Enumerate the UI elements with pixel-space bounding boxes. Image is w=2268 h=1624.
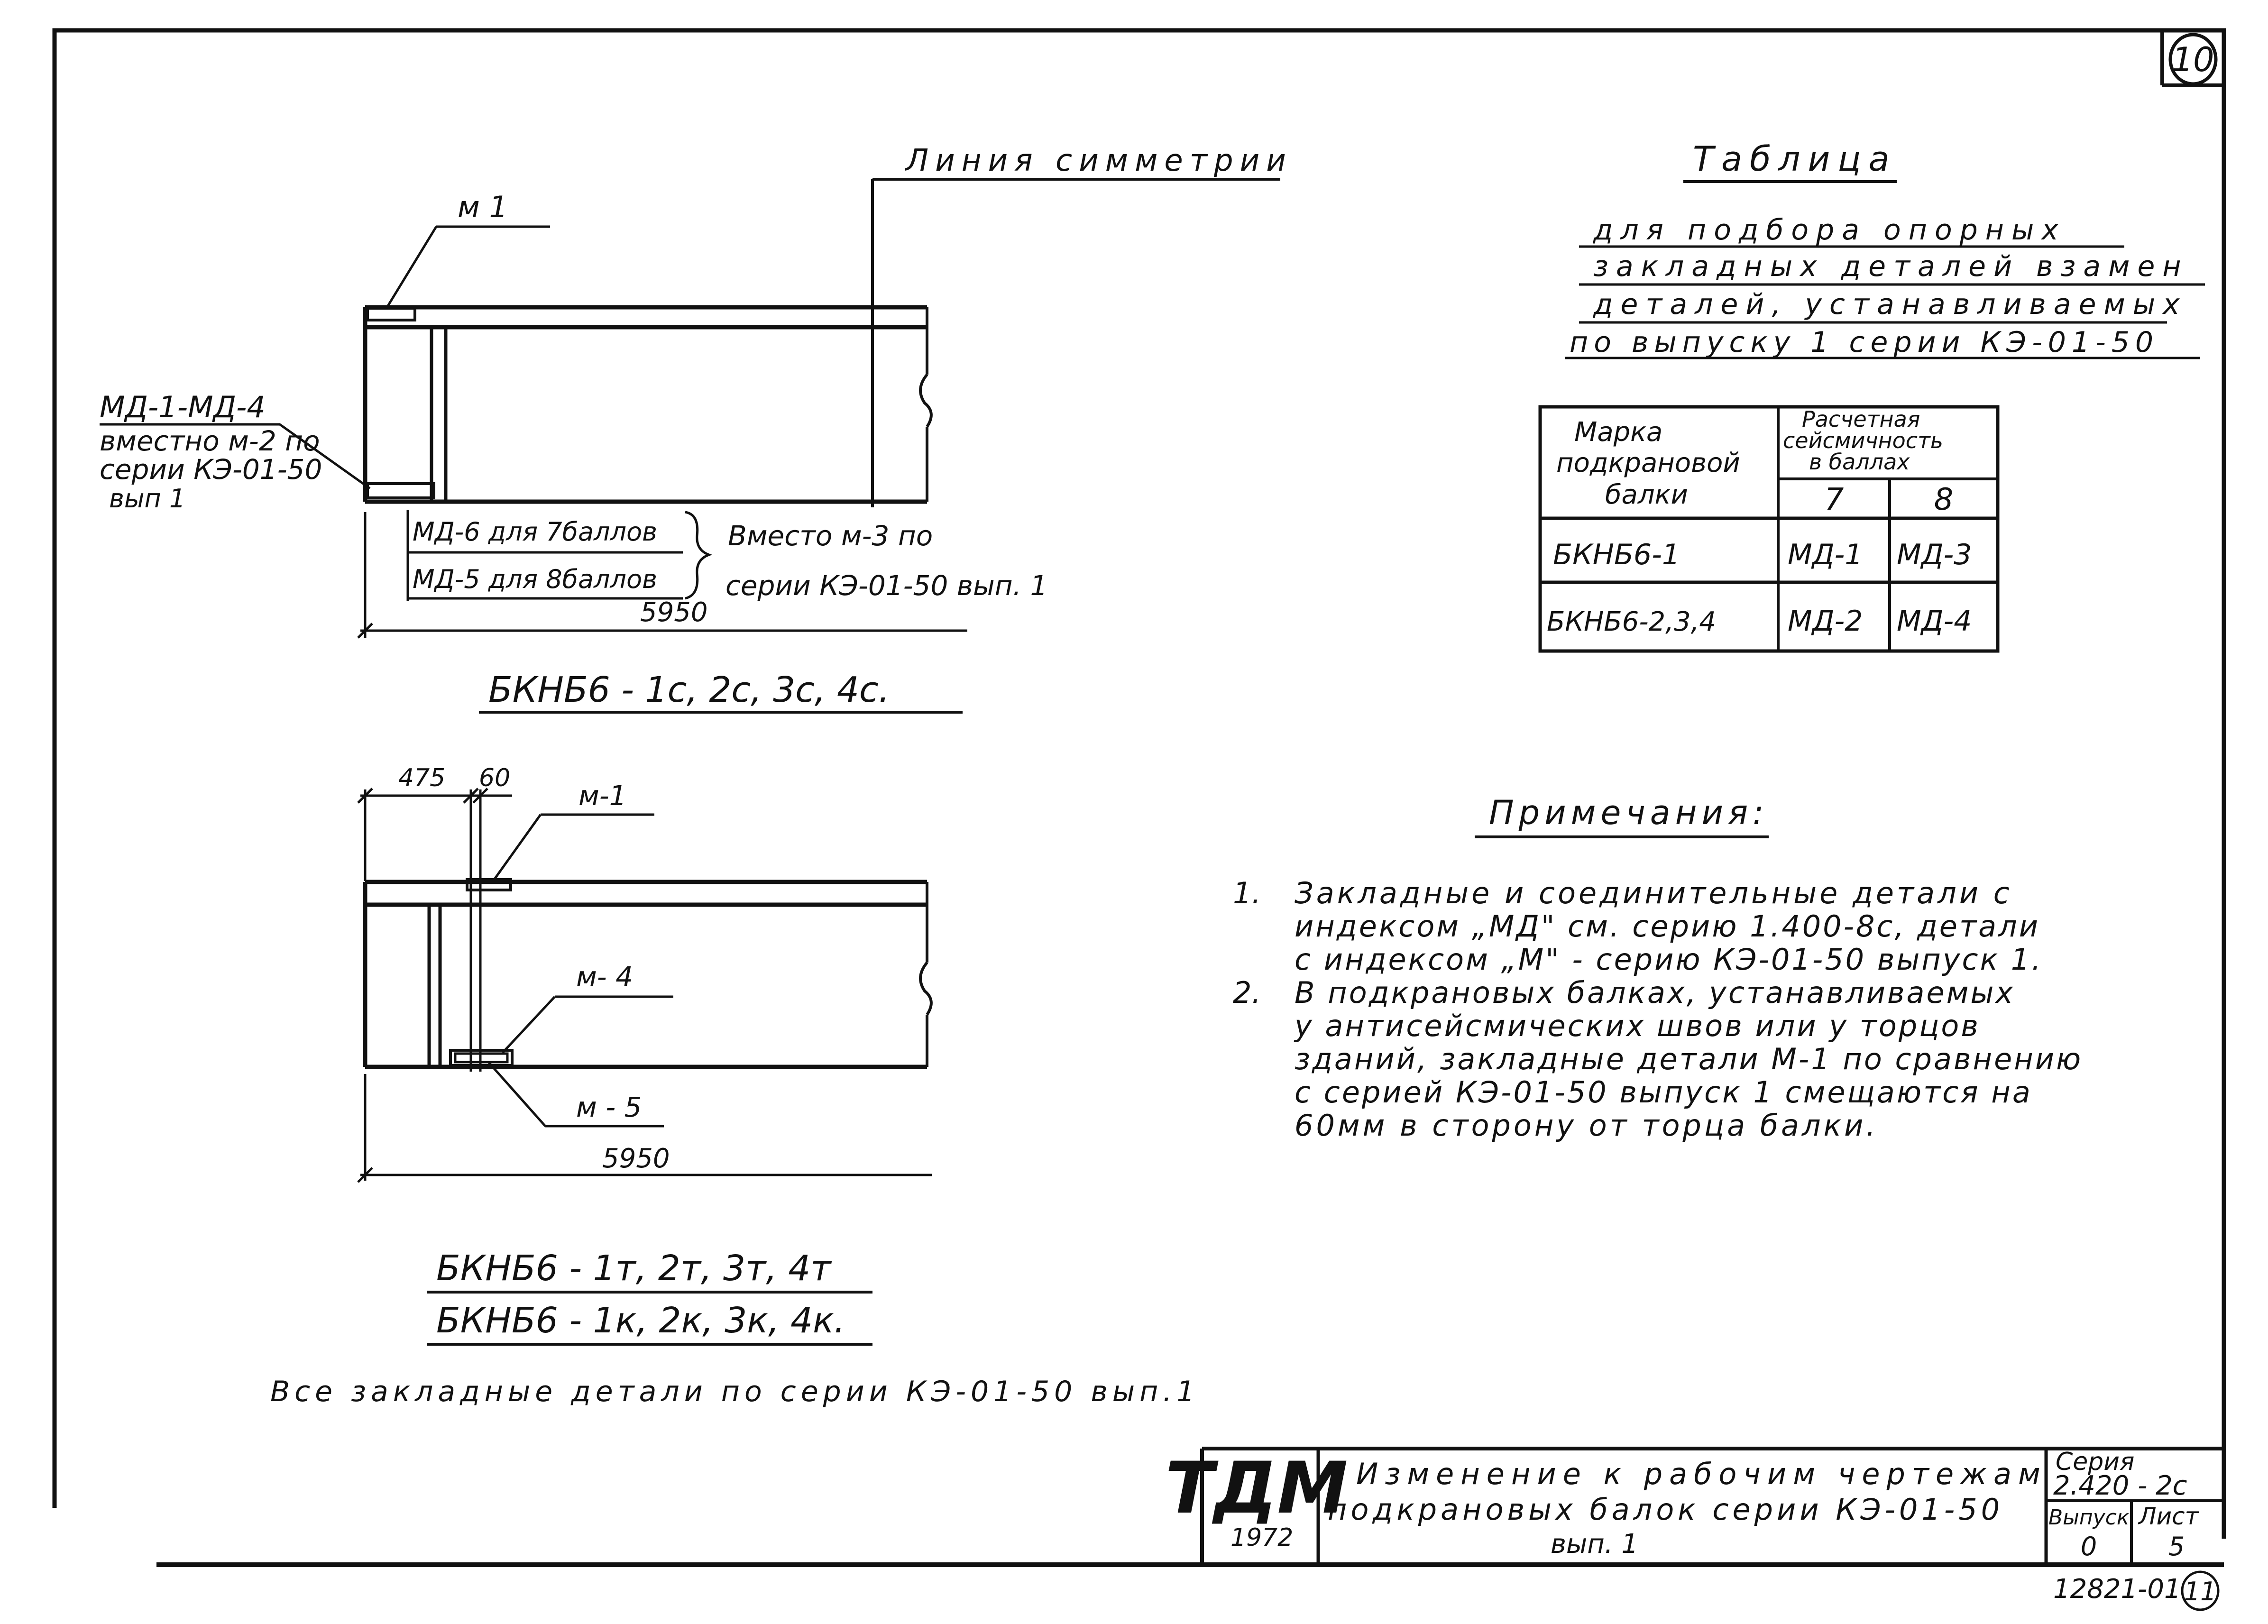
callout-m1-top-label: м 1	[458, 190, 508, 224]
md5-md6-note	[408, 510, 1047, 602]
symmetry-line	[872, 143, 1293, 507]
callout-m5	[488, 1062, 664, 1126]
title-block	[1165, 1447, 2224, 1565]
description-line-1: Изменение к рабочим чертежам	[1356, 1457, 2047, 1491]
md5-label: МД-5 для 8баллов	[413, 564, 657, 594]
title-year: 1972	[1230, 1523, 1294, 1552]
all-embedded-note: Все закладные детали по серии КЭ-01-50 вып.1	[270, 1375, 1200, 1408]
table-title-text: Таблица	[1693, 139, 1897, 179]
description-line-2: подкрановых балок серии КЭ-01-50	[1328, 1492, 2004, 1527]
instead-line-2: серии КЭ-01-50 вып. 1	[725, 569, 1048, 602]
notes-title	[1475, 793, 1769, 837]
note-2-line-2: у антисейсмических швов или у торцов	[1295, 1009, 1980, 1043]
footer	[2053, 1572, 2218, 1610]
bottom-view-caption	[427, 1248, 872, 1344]
sheet-number: 10	[2172, 40, 2214, 79]
table-subtitle-2: закладных деталей взамен	[1593, 250, 2189, 283]
row-2-mark: БКНБ6-2,3,4	[1547, 606, 1717, 637]
top-dimension-value: 5950	[640, 597, 708, 628]
footer-page: 11	[2184, 1577, 2217, 1606]
row-1-v8: МД-3	[1897, 538, 1972, 571]
top-view-caption	[479, 670, 963, 712]
series-value: 2.420 - 2с	[2053, 1470, 2187, 1501]
note-1-line-1: Закладные и соединительные детали с	[1295, 876, 2012, 910]
issue-label: Выпуск	[2048, 1505, 2130, 1530]
row-2-v7: МД-2	[1788, 605, 1863, 638]
bottom-dimension-chain	[358, 764, 512, 1072]
md-table	[1540, 406, 1998, 651]
header-rating-3: в баллах	[1809, 449, 1910, 475]
footer-code: 12821-01	[2053, 1574, 2181, 1605]
table-subtitle-4: по выпуску 1 серии КЭ-01-50	[1570, 326, 2159, 359]
note-2-line-5: 60мм в сторону от торца балки.	[1295, 1108, 1879, 1143]
table-title	[1683, 139, 1897, 182]
issue-value: 0	[2080, 1532, 2097, 1561]
bottom-dimension	[358, 1074, 932, 1182]
table-subtitle-3: деталей, устанавливаемых	[1593, 288, 2187, 321]
bottom-caption-line-2: БКНБ6 - 1к, 2к, 3к, 4к.	[436, 1300, 845, 1341]
callout-m1-bottom-label: м-1	[578, 780, 627, 812]
header-rating-1: Расчетная	[1802, 406, 1920, 432]
table-row	[1553, 538, 1972, 571]
md1-md4-note	[100, 390, 370, 514]
series-label: Серия	[2056, 1448, 2135, 1476]
note-2-line-1: В подкрановых балках, устанавливаемых	[1295, 975, 2015, 1010]
header-mark-3: балки	[1605, 479, 1688, 510]
table-subtitle-1: для подбора опорных	[1593, 213, 2066, 247]
note-2-line-4: с серией КЭ-01-50 выпуск 1 смещаются на	[1295, 1075, 2032, 1110]
header-mark-1: Марка	[1574, 417, 1663, 448]
callout-m1-top	[386, 190, 550, 308]
row-1-v7: МД-1	[1788, 538, 1863, 571]
note-2-line-3: зданий, закладные детали М-1 по сравнению	[1295, 1042, 2083, 1076]
dim-475: 475	[398, 764, 446, 792]
top-beam-view	[365, 307, 931, 502]
col-header-8: 8	[1934, 482, 1954, 517]
bottom-beam-view	[365, 880, 931, 1067]
dim-60: 60	[479, 764, 511, 792]
md1-md4-line-1: МД-1-МД-4	[100, 390, 266, 424]
notes-title-text: Примечания:	[1489, 793, 1769, 832]
symmetry-line-label: Линия симметрии	[906, 143, 1293, 178]
note-1-line-2: индексом „МД" см. серию 1.400-8с, детали	[1295, 909, 2040, 944]
list-item	[1233, 876, 2043, 977]
row-2-v8: МД-4	[1897, 605, 1972, 638]
tdm-logo	[1165, 1447, 1348, 1530]
callout-m1-bottom	[493, 780, 654, 881]
note-1-num: 1.	[1233, 876, 1261, 910]
note-2-num: 2.	[1233, 975, 1261, 1010]
bottom-caption-line-1: БКНБ6 - 1т, 2т, 3т, 4т	[436, 1248, 831, 1289]
instead-line-1: Вместо м-3 по	[728, 520, 933, 552]
md1-md4-line-2: вместно м-2 по	[100, 425, 320, 457]
notes-list	[1233, 876, 2083, 1143]
callout-m4	[503, 961, 673, 1053]
table-subtitle	[1565, 213, 2205, 359]
list-item	[1233, 975, 2083, 1143]
md1-md4-line-3: серии КЭ-01-50	[100, 453, 322, 486]
top-view-caption-text: БКНБ6 - 1с, 2с, 3с, 4с.	[488, 670, 890, 710]
bottom-dimension-value: 5950	[602, 1143, 670, 1174]
table-row	[1547, 605, 1972, 638]
col-header-7: 7	[1824, 482, 1844, 517]
tdm-logo-text: ТДМ	[1165, 1447, 1348, 1530]
description-line-3: вып. 1	[1551, 1529, 1639, 1560]
sheet-label: Лист	[2139, 1503, 2199, 1530]
callout-m4-label: м- 4	[576, 961, 634, 993]
header-rating-2: сейсмичность	[1783, 428, 1943, 453]
callout-m5-label: м - 5	[576, 1091, 642, 1123]
sheet-number-badge	[2170, 35, 2216, 84]
note-1-line-3: с индексом „М" - серию КЭ-01-50 выпуск 1.	[1295, 942, 2043, 977]
header-mark-2: подкрановой	[1556, 448, 1740, 478]
md1-md4-line-4: вып 1	[109, 484, 186, 514]
md6-label: МД-6 для 7баллов	[413, 517, 657, 547]
row-1-mark: БКНБ6-1	[1553, 538, 1680, 571]
sheet-value: 5	[2168, 1532, 2185, 1561]
